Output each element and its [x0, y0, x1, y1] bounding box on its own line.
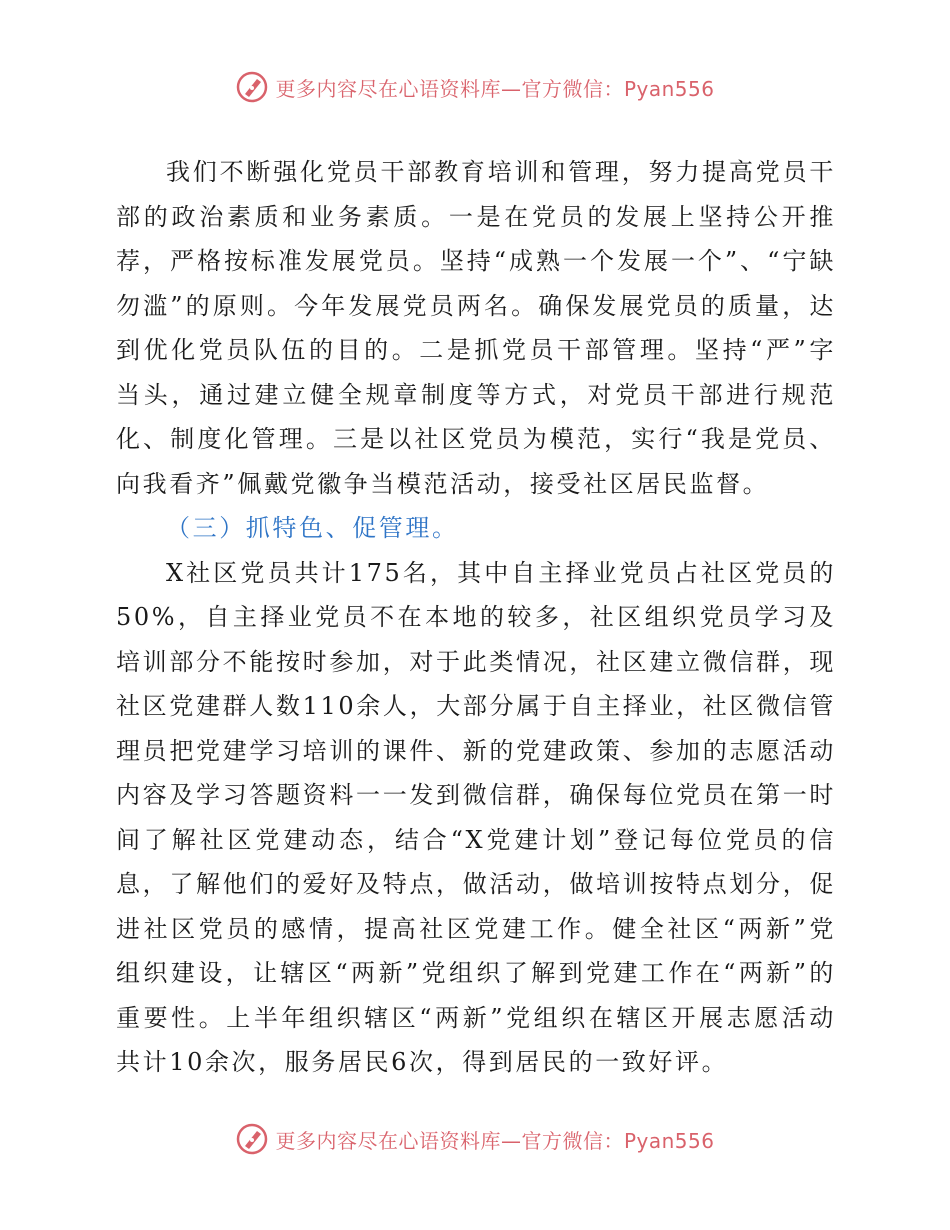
- header-banner-text: 更多内容尽在心语资料库—官方微信：Pyan556: [275, 76, 715, 101]
- footer-banner: [0, 1122, 950, 1156]
- pen-nib-logo-icon: [235, 1122, 269, 1156]
- document-body: [116, 150, 836, 1085]
- section-heading-3: （三）抓特色、促管理。: [166, 514, 459, 542]
- footer-banner-text: 更多内容尽在心语资料库—官方微信：Pyan556: [275, 1128, 715, 1153]
- pen-nib-logo-icon: [235, 70, 269, 104]
- paragraph-community-party: X社区党员共计175名，其中自主择业党员占社区党员的50%，自主择业党员不在本地的较多，社区组织党员学习及培训部分不能按时参加，对于此类情况，社区建立微信群，现社区党建群人数110余人，大部分属于自主择业，社区微信管理员把党建学习培训的课件、新的党建政策、参加的志愿活动内容及学习答题资料一一发到微信群，确保每位党员在第一时间了解社区党建动态，结合“X党建计划”登记每位党员的信息，了解他们的爱好及特点，做活动，做培训按特点划分，促进社区党员的感情，提高社区党建工作。健全社区“两新”党组织建设，让辖区“两新”党组织了解到党建工作在“两新”的重要性。上半年组织辖区“两新”党组织在辖区开展志愿活动共计10余次，服务居民6次，得到居民的一致好评。: [116, 558, 836, 1076]
- paragraph-education-management: 我们不断强化党员干部教育培训和管理，努力提高党员干部的政治素质和业务素质。一是在党员的发展上坚持公开推荐，严格按标准发展党员。坚持“成熟一个发展一个”、“宁缺勿滥”的原则。今年发展党员两名。确保发展党员的质量，达到优化党员队伍的目的。二是抓党员干部管理。坚持“严”字当头，通过建立健全规章制度等方式，对党员干部进行规范化、制度化管理。三是以社区党员为模范，实行“我是党员、向我看齐”佩戴党徽争当模范活动，接受社区居民监督。: [116, 158, 836, 498]
- header-banner: [0, 70, 950, 104]
